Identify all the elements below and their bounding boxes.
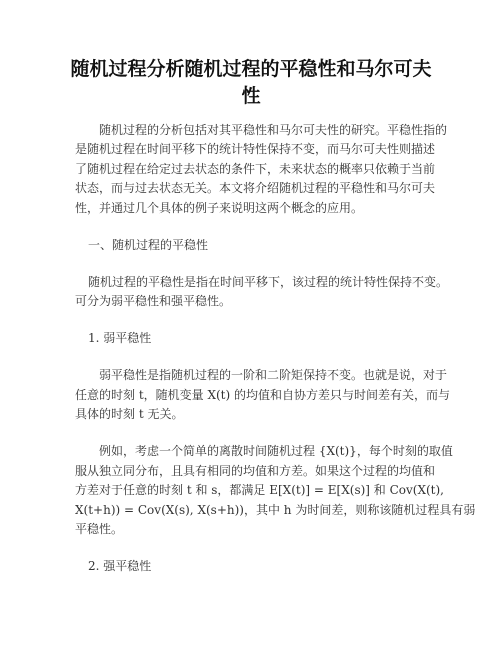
document-title bbox=[60, 56, 442, 110]
stationarity-line-2: 可分为弱平稳性和强平稳性。 bbox=[75, 294, 232, 308]
example-line-3: 方差对于任意的时刻 t 和 s，都满足 E[X(t)] = E[X(s)] 和 Cov(X(t), bbox=[75, 483, 445, 497]
weak-line-3: 具体的时刻 t 无关。 bbox=[75, 407, 184, 421]
weak-line-1: 弱平稳性是指随机过程的一阶和二阶矩保持不变。也就是说，对于 bbox=[99, 368, 448, 382]
intro-line-1: 随机过程的分析包括对其平稳性和马尔可夫性的研究。平稳性指的 bbox=[99, 123, 448, 137]
subheading-strong-stationarity: 2. 强平稳性 bbox=[88, 559, 152, 573]
weak-line-2: 任意的时刻 t，随机变量 X(t) 的均值和自协方差只与时间差有关，而与 bbox=[75, 388, 450, 402]
example-line-1: 例如，考虑一个简单的离散时间随机过程 {X(t)}，每个时刻的取值 bbox=[99, 444, 453, 458]
title-line-1: 随机过程分析随机过程的平稳性和马尔可夫 bbox=[70, 58, 432, 80]
intro-line-4: 状态，而与过去状态无关。本文将介绍随机过程的平稳性和马尔可夫 bbox=[75, 181, 436, 195]
intro-line-3: 了随机过程在给定过去状态的条件下，未来状态的概率只依赖于当前 bbox=[75, 162, 436, 176]
intro-line-2: 是随机过程在时间平移下的统计特性保持不变，而马尔可夫性则描述 bbox=[75, 142, 436, 156]
title-line-2: 性 bbox=[241, 85, 261, 107]
example-line-2: 服从独立同分布，且具有相同的均值和方差。如果这个过程的均值和 bbox=[75, 464, 436, 478]
example-line-4: X(t+h)) = Cov(X(s), X(s+h))，其中 h 为时间差，则称该随机过程具有弱 bbox=[75, 503, 476, 517]
section-heading-stationarity: 一、随机过程的平稳性 bbox=[88, 238, 209, 252]
example-line-5: 平稳性。 bbox=[75, 522, 124, 536]
stationarity-line-1: 随机过程的平稳性是指在时间平移下，该过程的统计特性保持不变。 bbox=[88, 275, 449, 289]
intro-line-5: 性，并通过几个具体的例子来说明这两个概念的应用。 bbox=[75, 201, 364, 215]
subheading-weak-stationarity: 1. 弱平稳性 bbox=[88, 331, 152, 345]
